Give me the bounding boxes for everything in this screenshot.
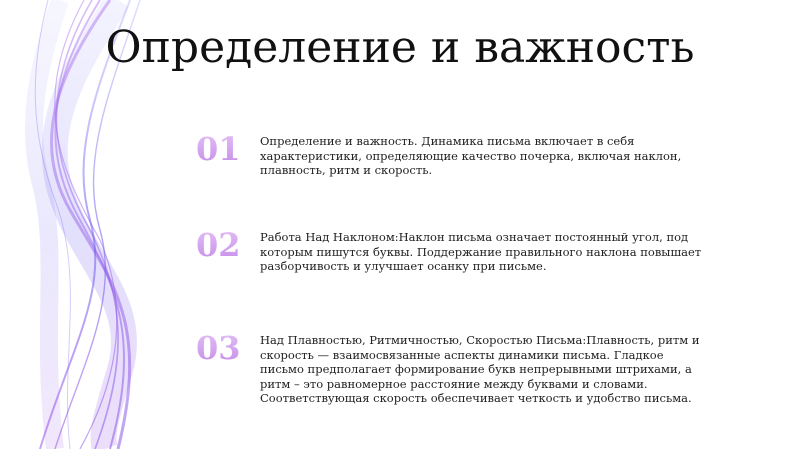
- item-number: 01: [196, 130, 250, 168]
- item-text: Работа Над Наклоном:Наклон письма означает постоянный угол, под которым пишутся буквы. Поддержание правильного наклона повышает разборчивость и улучшает осанку при письме.: [260, 230, 702, 274]
- item-text: Над Плавностью, Ритмичностью, Скоростью Письма:Плавность, ритм и скорость — взаимосвязанные аспекты динамики письма. Гладкое письмо предполагает формирование букв непрерывными штрихами, а ритм – это равномерное расстояние между буквами и словами. Соответствующая скорость обеспечивает четкость и удобство письма.: [260, 333, 700, 406]
- item-number: 02: [196, 226, 250, 264]
- page-title: Определение и важность: [105, 22, 695, 73]
- item-text: Определение и важность. Динамика письма включает в себя характеристики, определяющие качество почерка, включая наклон, плавность, ритм и скорость.: [260, 134, 682, 178]
- item-number: 03: [196, 329, 250, 367]
